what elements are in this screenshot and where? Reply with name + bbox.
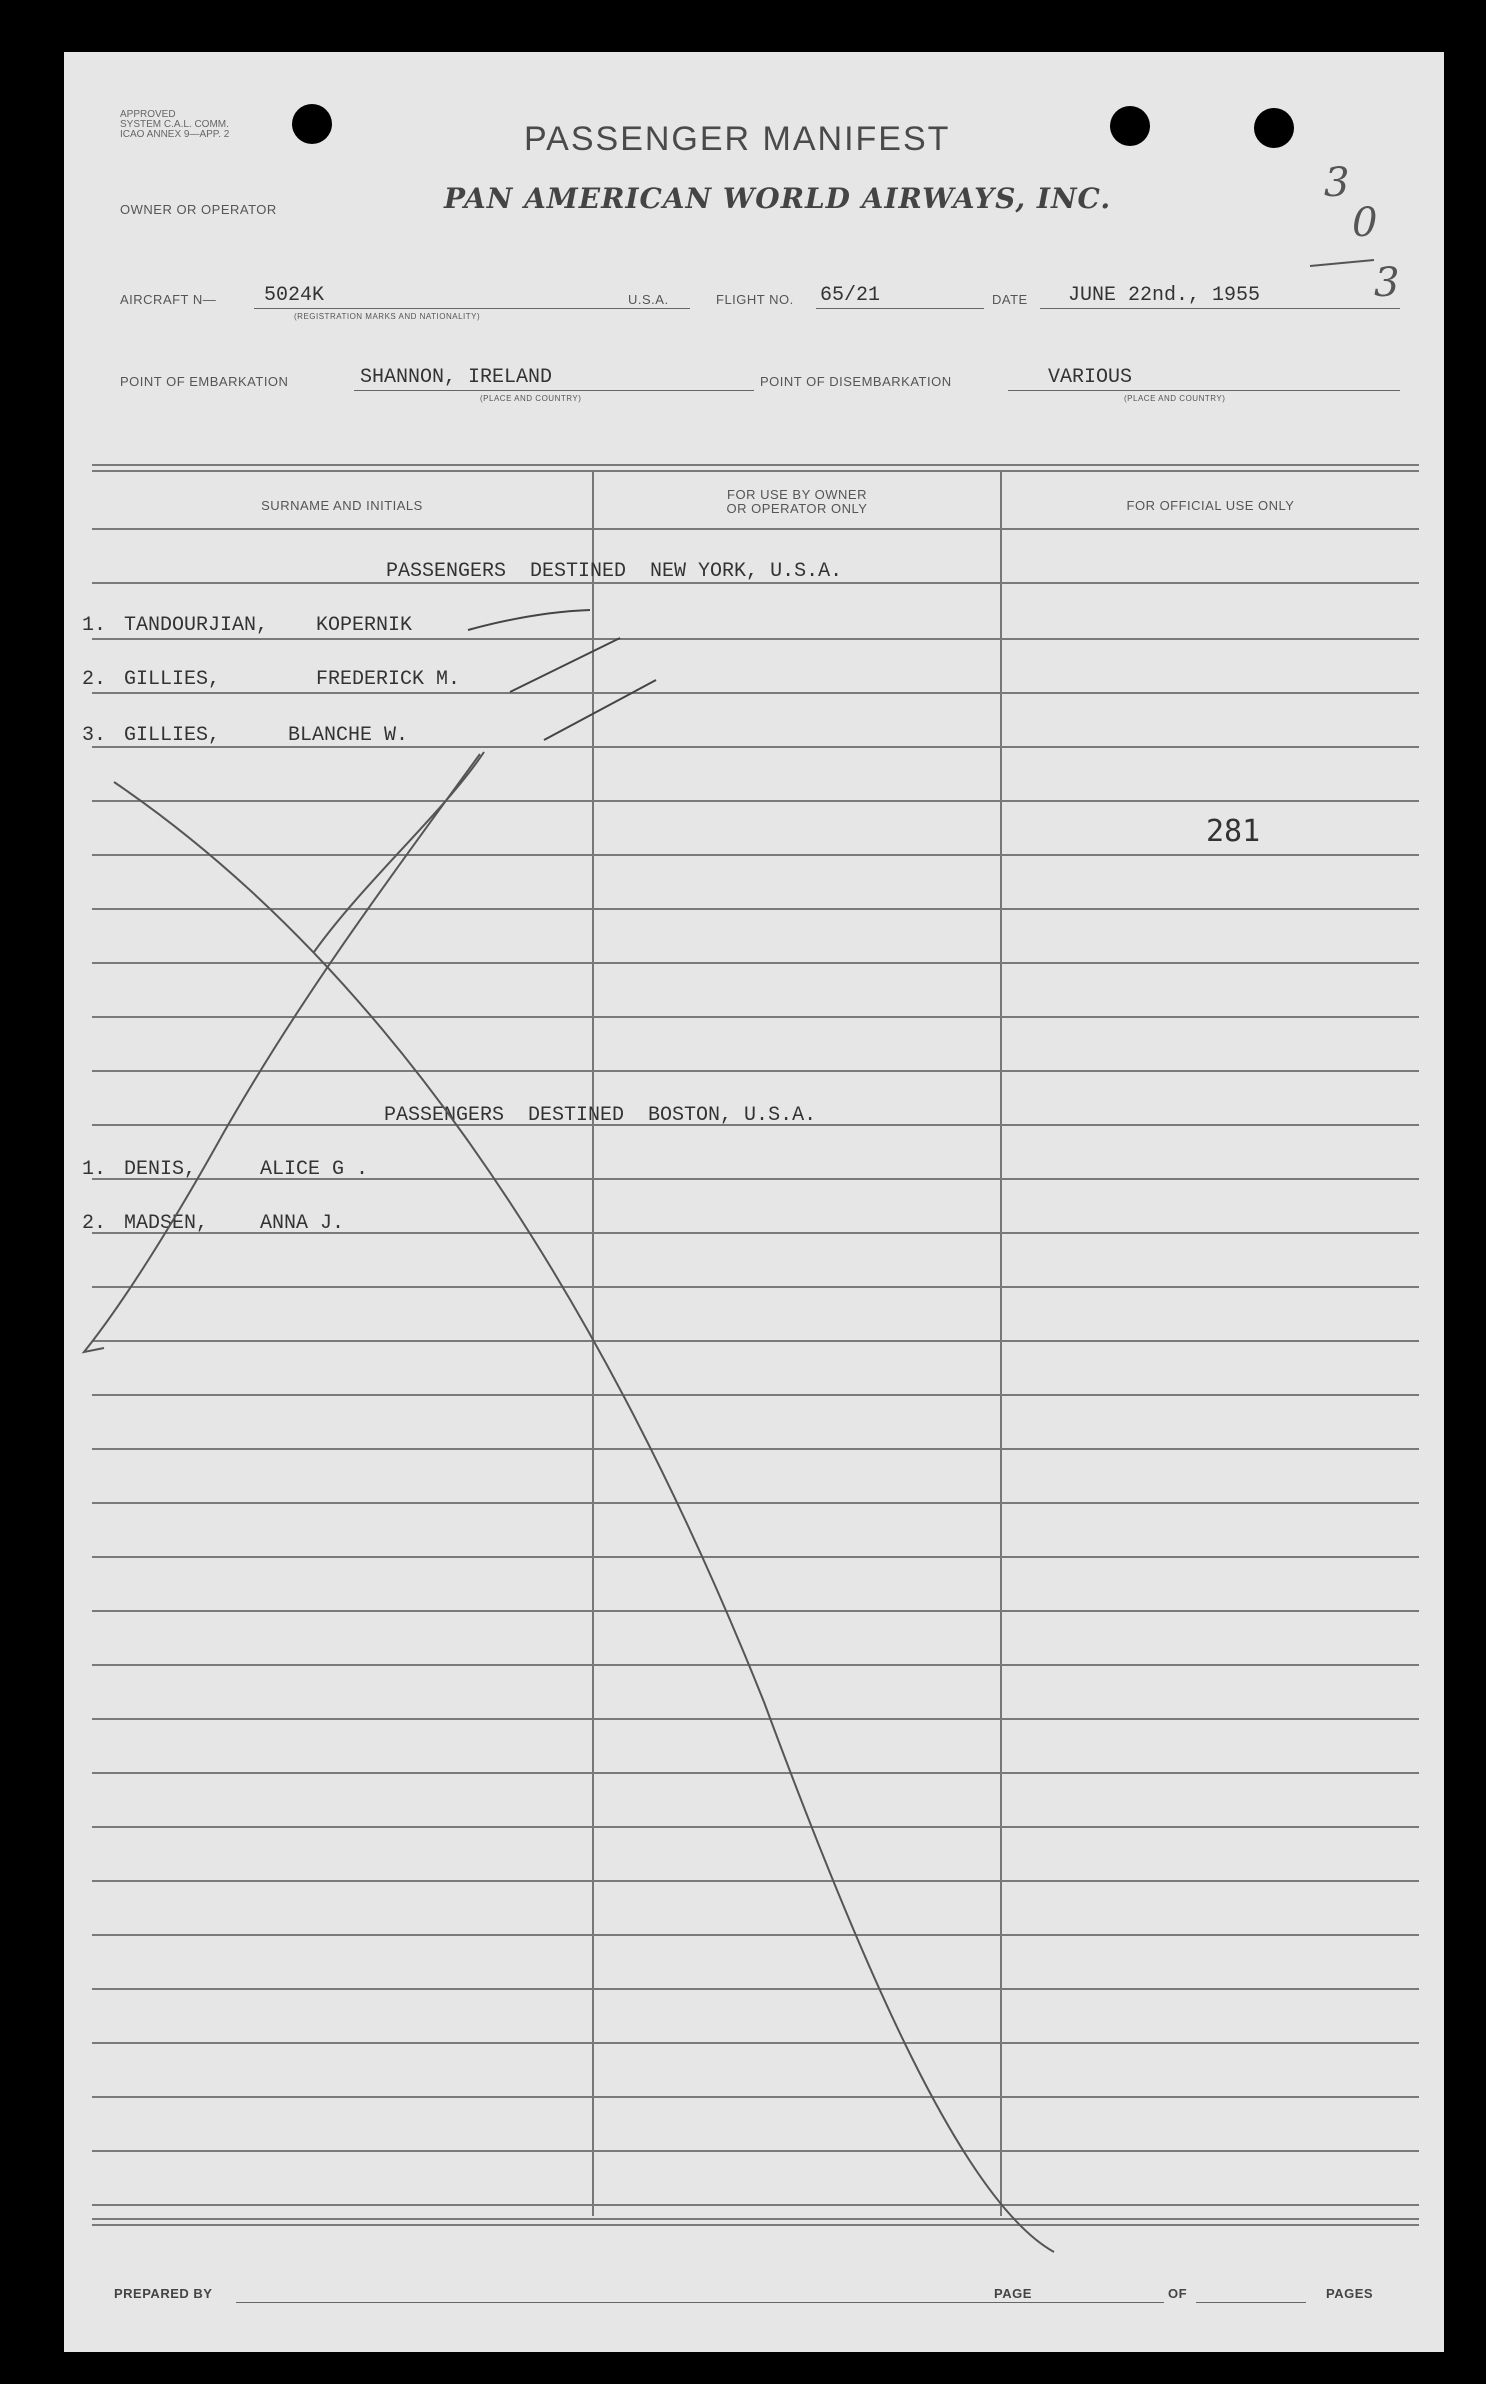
registration-caption: (REGISTRATION MARKS AND NATIONALITY) — [294, 312, 481, 321]
page-line — [1044, 2302, 1164, 2303]
column-header-surname: SURNAME AND INITIALS — [261, 498, 423, 513]
margin-note-3: 3 — [1374, 260, 1400, 306]
passenger-given-names: ANNA J. — [260, 1212, 345, 1235]
passenger-number: 2. — [82, 1212, 107, 1235]
embarkation-caption: (PLACE AND COUNTRY) — [480, 394, 582, 403]
flight-value: 65/21 — [820, 284, 881, 307]
passenger-number: 1. — [82, 1158, 107, 1181]
prepared-by-label: PREPARED BY — [114, 2286, 213, 2301]
flight-label: FLIGHT NO. — [716, 292, 794, 307]
passenger-given-names: FREDERICK M. — [316, 668, 461, 691]
cross-out-stroke-1 — [114, 782, 1054, 2252]
embarkation-value: SHANNON, IRELAND — [360, 366, 553, 389]
passenger-surname: DENIS, — [124, 1158, 197, 1181]
section-heading-boston: PASSENGERS DESTINED BOSTON, U.S.A. — [384, 1104, 817, 1127]
margin-dash — [1310, 260, 1374, 266]
passenger-number: 1. — [82, 614, 107, 637]
cross-out-stroke-2 — [84, 754, 480, 1352]
date-value: JUNE 22nd., 1955 — [1068, 284, 1261, 307]
passenger-given-names: BLANCHE W. — [288, 724, 409, 747]
disembarkation-caption: (PLACE AND COUNTRY) — [1124, 394, 1226, 403]
manifest-sheet — [64, 52, 1444, 2352]
usa-label: U.S.A. — [628, 292, 669, 307]
passenger-surname: GILLIES, — [124, 668, 221, 691]
pen-marks — [64, 52, 1444, 2352]
passenger-number: 2. — [82, 668, 107, 691]
passenger-given-names: KOPERNIK — [316, 614, 413, 637]
column-header-owner-use-line-1: FOR USE BY OWNER — [727, 487, 867, 502]
section-heading-new-york: PASSENGERS DESTINED NEW YORK, U.S.A. — [386, 560, 843, 583]
manifest-title: PASSENGER MANIFEST — [524, 120, 951, 158]
passenger-surname: MADSEN, — [124, 1212, 209, 1235]
embarkation-label: POINT OF EMBARKATION — [120, 374, 289, 389]
margin-note-1: 3 — [1324, 160, 1350, 206]
passenger-surname: TANDOURJIAN, — [124, 614, 269, 637]
of-line — [1196, 2302, 1306, 2303]
passenger-given-names: ALICE G . — [260, 1158, 369, 1181]
check-mark-1 — [468, 610, 590, 630]
owner-label: OWNER OR OPERATOR — [120, 202, 277, 217]
date-label: DATE — [992, 292, 1028, 307]
page-label: PAGE — [994, 2286, 1032, 2301]
official-use-note: 281 — [1206, 814, 1261, 849]
pages-label: PAGES — [1326, 2286, 1374, 2301]
prepared-by-line — [236, 2302, 1048, 2303]
margin-note-2: 0 — [1352, 200, 1378, 246]
approval-line-3: ICAO ANNEX 9—APP. 2 — [120, 129, 230, 140]
aircraft-label: AIRCRAFT N— — [120, 292, 217, 307]
approval-line-2: SYSTEM C.A.L. COMM. — [120, 119, 229, 130]
of-label: OF — [1168, 2286, 1188, 2301]
column-header-owner-use-line-2: OR OPERATOR ONLY — [726, 501, 868, 516]
passenger-surname: GILLIES, — [124, 724, 221, 747]
disembarkation-value: VARIOUS — [1048, 366, 1133, 389]
owner-value: PAN AMERICAN WORLD AIRWAYS, INC. — [444, 182, 1112, 215]
column-header-official: FOR OFFICIAL USE ONLY — [1126, 498, 1295, 513]
aircraft-value: 5024K — [264, 284, 325, 307]
check-mark-3 — [544, 680, 656, 740]
passenger-number: 3. — [82, 724, 107, 747]
approval-line-1: APPROVED — [120, 109, 176, 120]
disembarkation-label: POINT OF DISEMBARKATION — [760, 374, 952, 389]
check-mark-2 — [510, 638, 620, 692]
